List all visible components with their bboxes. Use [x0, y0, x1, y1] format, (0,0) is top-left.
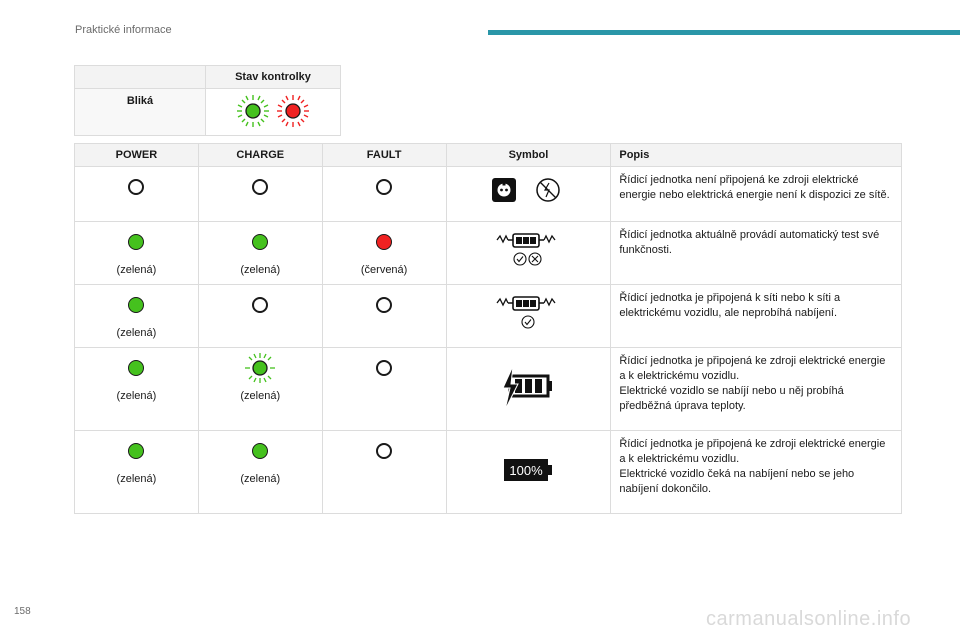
legend-blinking-leds: [206, 89, 341, 136]
table-row: [75, 348, 902, 431]
row-description: Řídicí jednotka je připojená k síti nebo k síti a elektrickému vozidlu, ale neprobíhá nabíjení.: [611, 285, 902, 348]
row-description-line: Elektrické vozidlo se nabíjí nebo u něj probíhá předběžná úprava teploty.: [619, 385, 844, 412]
status-table: [74, 143, 902, 514]
fault-led-label: (červená): [360, 264, 408, 276]
charge-led-label: (zelená): [240, 264, 281, 276]
legend-blank-header: [75, 66, 206, 89]
power-led-off: [128, 179, 144, 195]
power-led-label: (zelená): [116, 264, 157, 276]
col-fault: FAULT: [322, 144, 446, 167]
power-led-green: [128, 297, 144, 313]
row-description-line: Elektrické vozidlo čeká na nabíjení nebo se jeho nabíjení dokončilo.: [619, 468, 855, 495]
power-led-label: (zelená): [116, 390, 157, 402]
table-row: [75, 285, 902, 348]
power-led-label: (zelená): [116, 327, 157, 339]
status-legend-table: [74, 65, 341, 136]
row-description-line: Řídicí jednotka je připojená ke zdroji elektrické energie a k elektrickému vozidlu.: [619, 438, 886, 465]
page-number: 158: [14, 606, 31, 617]
row-description: Řídicí jednotka aktuálně provádí automatický test své funkčnosti.: [611, 222, 902, 285]
power-led-label: (zelená): [116, 473, 157, 485]
power-led-green: [128, 234, 144, 250]
table-row: [75, 431, 902, 514]
power-led-green: [128, 443, 144, 459]
fault-led-off: [376, 297, 392, 313]
fault-led-red: [376, 234, 392, 250]
row-description: [611, 431, 902, 514]
col-power: POWER: [75, 144, 199, 167]
charge-led-label: (zelená): [240, 390, 281, 402]
section-title: Praktické informace: [75, 24, 172, 36]
charge-led-off: [252, 179, 268, 195]
battery-percent-label: 100%: [509, 463, 544, 478]
legend-header: Stav kontrolky: [206, 66, 341, 89]
col-charge: CHARGE: [198, 144, 322, 167]
table-row: [75, 167, 902, 222]
charge-led-label: (zelená): [240, 473, 281, 485]
fault-led-off: [376, 443, 392, 459]
fault-led-off: [376, 179, 392, 195]
col-description: Popis: [611, 144, 902, 167]
col-symbol: Symbol: [446, 144, 611, 167]
charge-led-off: [252, 297, 268, 313]
charging-battery-icon: [498, 366, 558, 410]
power-led-green: [128, 360, 144, 376]
header-accent-bar: [488, 30, 960, 35]
charge-led-green: [252, 234, 268, 250]
row-description: [611, 348, 902, 431]
watermark: carmanualsonline.info: [706, 608, 912, 630]
connected-idle-symbol-icon: [493, 293, 563, 331]
self-test-symbol-icon: [493, 230, 563, 268]
fault-led-off: [376, 360, 392, 376]
row-description: Řídicí jednotka není připojená ke zdroji elektrické energie nebo elektrická energie není k dispozici ze sítě.: [611, 167, 902, 222]
full-battery-icon: [500, 457, 556, 483]
blinking-led-icon: [231, 91, 315, 131]
row-description-line: Řídicí jednotka je připojená ke zdroji elektrické energie a k elektrickému vozidlu.: [619, 355, 886, 382]
charge-led-green: [252, 443, 268, 459]
table-row: [75, 222, 902, 285]
charge-led-blinking-icon: [244, 352, 276, 384]
legend-row-label: Bliká: [75, 89, 206, 136]
no-power-symbol-icon: [488, 175, 568, 205]
